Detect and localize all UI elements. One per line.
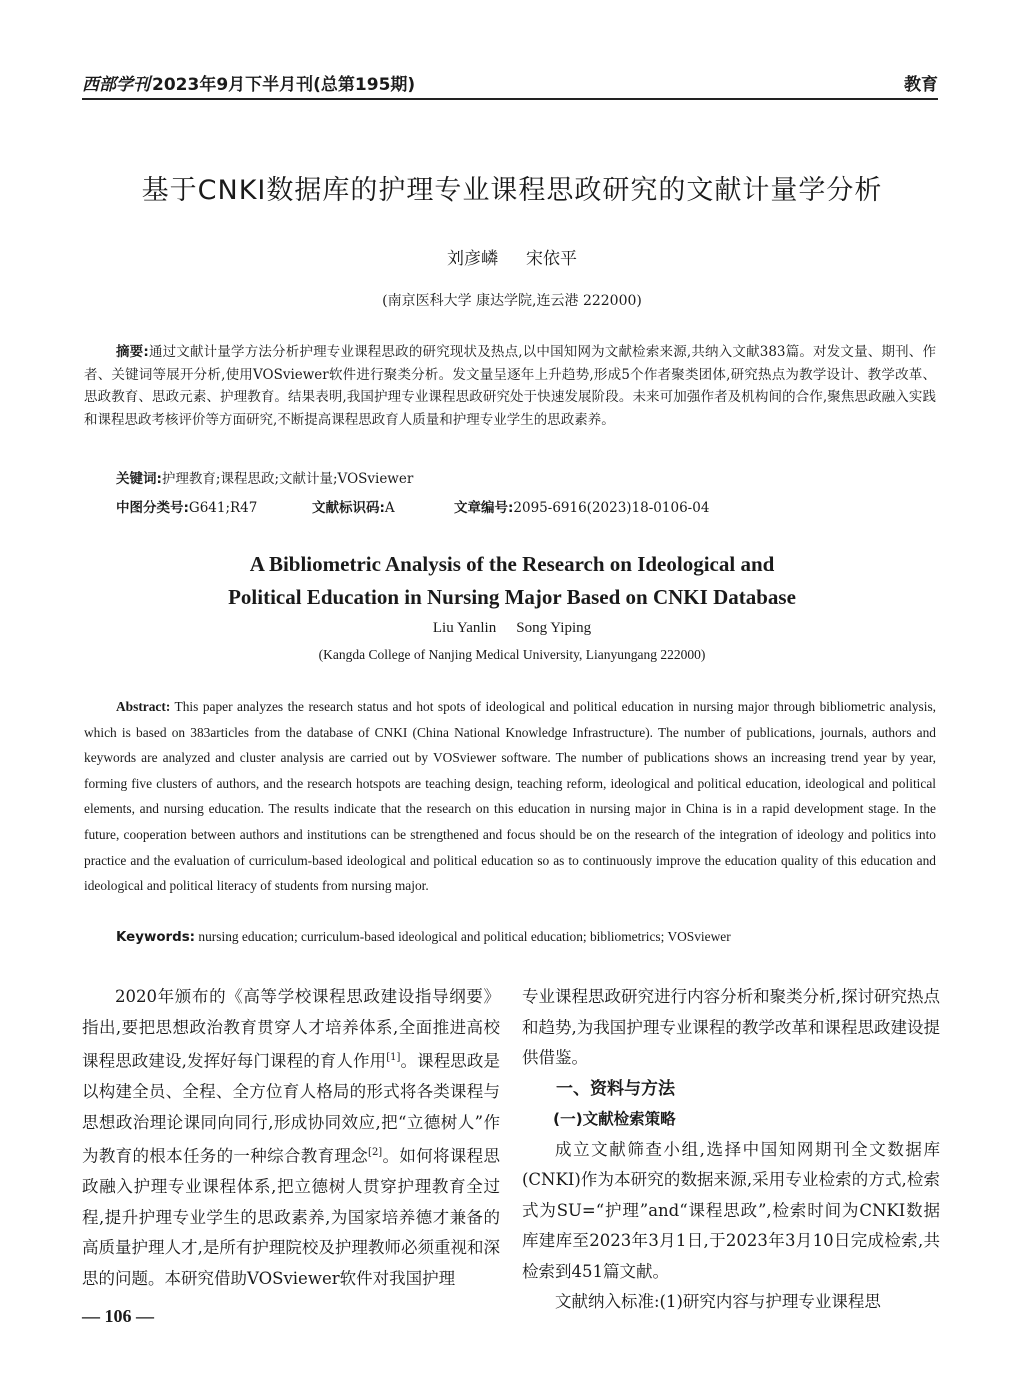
- body-column-left: [82, 982, 500, 1294]
- doc-code-label: 文献标识码:: [312, 500, 385, 516]
- classification-line: [116, 496, 916, 516]
- article-no-label: 文章编号:: [454, 500, 514, 516]
- article-no-value: 2095-6916(2023)18-0106-04: [513, 500, 710, 516]
- keywords-en-label: Keywords:: [116, 930, 196, 945]
- title-en-line-2: Political Education in Nursing Major Based on CNKI Database: [228, 585, 796, 609]
- citation-ref: [1]: [386, 1052, 401, 1063]
- citation-ref: [2]: [368, 1147, 383, 1158]
- body-column-right: [522, 982, 940, 1318]
- abstract-cn-text: 通过文献计量学方法分析护理专业课程思政的研究现状及热点,以中国知网为文献检索来源,共纳入文献383篇。对发文量、期刊、作者、关键词等展开分析,使用VOSviewer软件进行聚类分析。发文量呈逐年上升趋势,形成5个作者聚类团体,研究热点为教学设计、教学改革、思政教育、思政元素、护理教育。结果表明,我国护理专业课程思政研究处于快速发展阶段。未来可加强作者及机构间的合作,聚焦思政融入实践和课程思政考核评价等方面研究,不断提高课程思政育人质量和护理专业学生的思政素养。: [84, 344, 936, 428]
- authors-en: [0, 620, 1024, 637]
- keywords-cn: [116, 468, 936, 491]
- author-2-en: Song Yiping: [516, 620, 592, 636]
- body-paragraph: [82, 982, 500, 1294]
- journal-issue-text: 2023年9月下半月刊(总第195期): [152, 75, 416, 95]
- abstract-en: [84, 694, 936, 899]
- authors-cn: [0, 244, 1024, 269]
- body-text: 。如何将课程思政融入护理专业课程体系,把立德树人贯穿护理教育全过程,提升护理专业学生的思政素养,为国家培养德才兼备的高质量护理人才,是所有护理院校及护理教师必须重视和深思的问题。本研究借助VOSviewer软件对我国护理: [82, 1146, 501, 1288]
- author-1-en: Liu Yanlin: [432, 620, 497, 636]
- paper-title-cn: 基于CNKI数据库的护理专业课程思政研究的文献计量学分析: [141, 175, 883, 206]
- journal-issue: [82, 70, 415, 95]
- abstract-en-text: This paper analyzes the research status and hot spots of ideological and political education in nursing major through bibliometric analysis, which is based on 383articles from the database of CNKI (China National Knowledge Infrastructure). The number of publications, journals, authors and keywords are analyzed and cluster analysis are carried out by VOSviewer software. The number of publications shows an increasing trend year by year, forming five clusters of authors, and the research hotspots are teaching design, teaching reform, ideological and political education, ideological and political elements, and nursing education. The results indicate that the research on this education in nursing major in China is in a rapid development stage. In the future, cooperation between authors and institutions can be strengthened and focus should be on the research of the integration of ideology and politics into practice and the evaluation of curriculum-based ideological and political education so as to continuously improve the education quality of this education and ideological and political literacy of students from nursing major.: [84, 699, 937, 894]
- body-paragraph: 专业课程思政研究进行内容分析和聚类分析,探讨研究热点和趋势,为我国护理专业课程的教学改革和课程思政建设提供借鉴。: [522, 987, 940, 1067]
- keywords-en-text: nursing education; curriculum-based ideological and political education; bibliometrics; VOSviewer: [198, 929, 731, 944]
- affiliation-cn: (南京医科大学 康达学院,连云港 222000): [382, 293, 642, 309]
- abstract-cn-label: 摘要:: [116, 344, 149, 360]
- running-header: [82, 70, 938, 100]
- body-paragraph: 文献纳入标准:(1)研究内容与护理专业课程思: [555, 1292, 881, 1311]
- clc-value: G641;R47: [188, 500, 258, 516]
- body-text: 2020年颁布的《高等学校课程思政建设指导纲要》指出,要把思想政治教育贯穿人才培养体系,全面推进高校课程思政建设,发挥好每门课程的育人作用: [82, 987, 500, 1071]
- doc-code-value: A: [384, 500, 395, 516]
- section-label: 教育: [904, 75, 938, 95]
- page-number: — 106 —: [82, 1306, 154, 1326]
- title-en-line-1: A Bibliometric Analysis of the Research on Ideological and: [249, 552, 775, 576]
- subsection-heading: (一)文献检索策略: [553, 1110, 676, 1128]
- keywords-en: [116, 929, 936, 945]
- author-2-cn: 宋依平: [526, 249, 577, 269]
- header-rule: [82, 98, 938, 100]
- paper-title-en: [0, 548, 1024, 614]
- keywords-cn-label: 关键词:: [116, 471, 162, 487]
- affiliation-en: (Kangda College of Nanjing Medical University, Lianyungang 222000): [318, 647, 706, 662]
- clc-label: 中图分类号:: [116, 500, 189, 516]
- keywords-cn-text: 护理教育;课程思政;文献计量;VOSviewer: [161, 471, 414, 487]
- body-paragraph: 成立文献筛查小组,选择中国知网期刊全文数据库(CNKI)作为本研究的数据来源,采用专业检索的方式,检索式为SU=“护理”and“课程思政”,检索时间为CNKI数据库建库至2023年3月1日,于2023年3月10日完成检索,共检索到451篇文献。: [522, 1139, 940, 1281]
- section-heading: 一、资料与方法: [556, 1078, 675, 1099]
- journal-logo: 西部学刊: [82, 75, 150, 95]
- author-1-cn: 刘彦嶙: [447, 249, 498, 269]
- abstract-en-label: Abstract:: [116, 699, 171, 714]
- body-text: 。课程思政是以构建全员、全程、全方位育人格局的形式将各类课程与思想政治理论课同向同行,形成协同效应,把“立德树人”作为教育的根本任务的一种综合教育理念: [82, 1051, 501, 1166]
- abstract-cn: [84, 341, 936, 431]
